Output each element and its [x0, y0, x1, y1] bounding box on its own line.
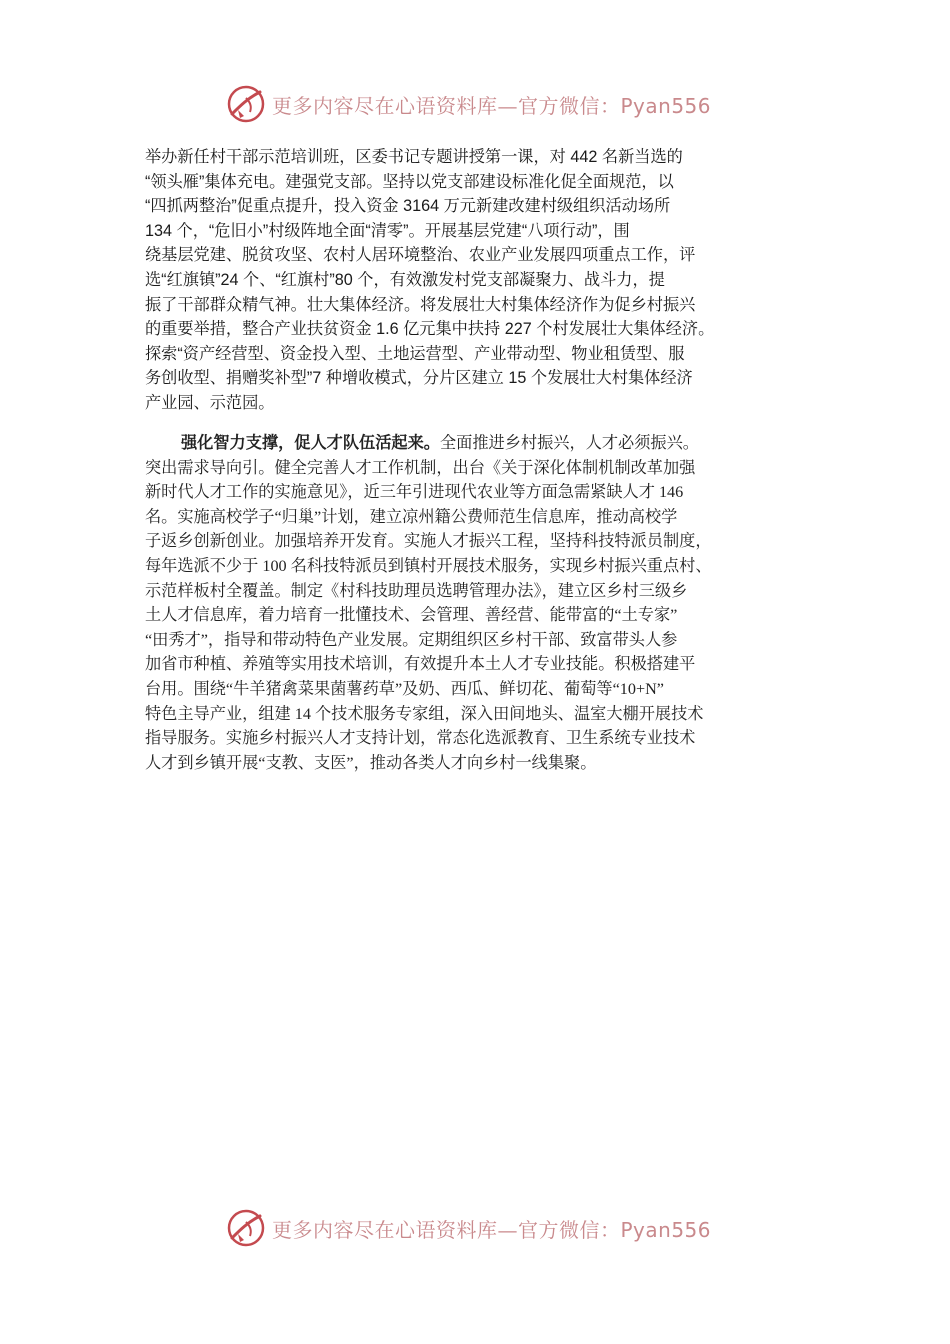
text-line: 台用。围绕“牛羊猪禽菜果菌薯药草”及奶、西瓜、鲜切花、葡萄等“10+N” — [145, 679, 664, 698]
text-line: 134 个，“危旧小”村级阵地全面“清零”。开展基层党建“八项行动”，围 — [145, 221, 630, 240]
text-line: 名。实施高校学子“归巢”计划，建立凉州籍公费师范生信息库，推动高校学 — [145, 507, 678, 526]
text-line: 特色主导产业，组建 14 个技术服务专家组，深入田间地头、温室大棚开展技术 — [145, 704, 704, 723]
text-line: 突出需求导向引。健全完善人才工作机制，出台《关于深化体制机制改革加强 — [145, 458, 696, 477]
text-line: 土人才信息库，着力培育一批懂技术、会管理、善经营、能带富的“土专家” — [145, 606, 678, 625]
text-line: 每年选派不少于 100 名科技特派员到镇村开展技术服务，实现乡村振兴重点村、 — [145, 556, 712, 575]
watermark-banner-top — [226, 82, 711, 126]
watermark-text: 更多内容尽在心语资料库—官方微信：Pyan556 — [272, 93, 712, 118]
text-line: 探索“资产经营型、资金投入型、土地运营型、产业带动型、物业租赁型、服 — [145, 344, 685, 363]
paragraph-1 — [145, 145, 810, 416]
text-line: 加省市种植、养殖等实用技术培训，有效提升本土人才专业技能。积极搭建平 — [145, 655, 696, 674]
text-line: 子返乡创新创业。加强培养开发育。实施人才振兴工程，坚持科技特派员制度， — [145, 532, 712, 551]
text-line: “四抓两整治”促重点提升，投入资金 3164 万元新建改建村级组织活动场所 — [145, 197, 671, 216]
paragraph-2 — [145, 431, 810, 775]
watermark-text: 更多内容尽在心语资料库—官方微信：Pyan556 — [272, 1217, 712, 1242]
text-line: 示范样板村全覆盖。制定《村科技助理员选聘管理办法》，建立区乡村三级乡 — [145, 581, 688, 600]
text-line: 选“红旗镇”24 个、“红旗村”80 个，有效激发村党支部凝聚力、战斗力，提 — [145, 270, 665, 289]
text-line: “田秀才”，指导和带动特色产业发展。定期组织区乡村干部、致富带头人参 — [145, 630, 678, 649]
text-line: 产业园、示范园。 — [145, 393, 275, 412]
first-line — [145, 431, 810, 456]
text-line: 新时代人才工作的实施意见》，近三年引进现代农业等方面急需紧缺人才 146 — [145, 483, 684, 502]
text-line: 指导服务。实施乡村振兴人才支持计划，常态化选派教育、卫生系统专业技术 — [145, 729, 696, 748]
text-line: 振了干部群众精气神。壮大集体经济。将发展壮大村集体经济作为促乡村振兴 — [145, 295, 696, 314]
text-line: 人才到乡镇开展“支教、支医”，推动各类人才向乡村一线集聚。 — [145, 753, 597, 772]
pen-logo-icon — [226, 84, 266, 124]
section-heading: 强化智力支撑，促人才队伍活起来。 — [181, 434, 440, 452]
watermark-banner-bottom — [226, 1206, 711, 1250]
pen-logo-icon — [226, 1208, 266, 1248]
text-line: 务创收型、捐赠奖补型”7 种增收模式，分片区建立 15 个发展壮大村集体经济 — [145, 369, 693, 388]
text-fragment: 全面推进乡村振兴，人才必须振兴。 — [440, 434, 699, 452]
text-line: 举办新任村干部示范培训班，区委书记专题讲授第一课，对 442 名新当选的 — [145, 148, 683, 166]
text-line: 的重要举措，整合产业扶贫资金 1.6 亿元集中扶持 227 个村发展壮大集体经济。 — [145, 320, 715, 339]
text-line: 绕基层党建、脱贫攻坚、农村人居环境整治、农业产业发展四项重点工作，评 — [145, 246, 696, 265]
text-line: “领头雁”集体充电。建强党支部。坚持以党支部建设标准化促全面规范，以 — [145, 172, 674, 191]
